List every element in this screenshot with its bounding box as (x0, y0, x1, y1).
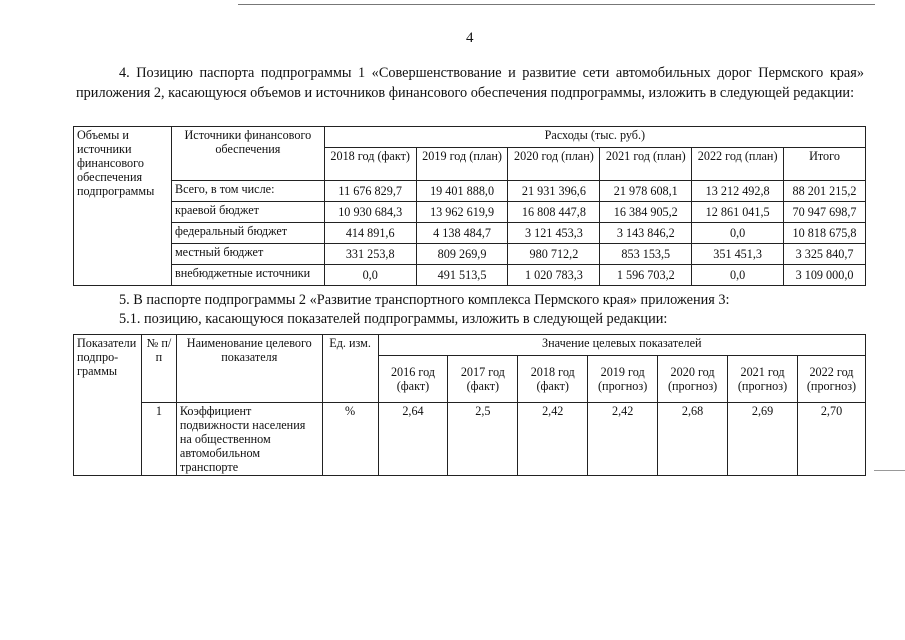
paragraph-5: 5. В паспорте подпрограммы 2 «Развитие транспортного комплекса Пермского края» приложения 3: (119, 292, 730, 308)
value-cell: 10 818 675,8 (784, 223, 866, 244)
value-cell: 2,70 (797, 403, 865, 476)
funding-label-cell: Объемы и источники финансового обеспечения подпрограммы (74, 127, 172, 286)
indicator-name-header: Наименование целевого показателя (176, 335, 322, 403)
table-row (74, 223, 866, 244)
page-number: 4 (466, 30, 474, 46)
value-cell: 0,0 (692, 223, 784, 244)
value-cell: 853 153,5 (600, 244, 692, 265)
number-header: № п/п (141, 335, 176, 403)
indicators-table (73, 334, 866, 476)
funding-table (73, 126, 866, 286)
value-cell: 12 861 041,5 (692, 202, 784, 223)
table-row (74, 265, 866, 286)
value-cell: 21 978 608,1 (600, 181, 692, 202)
year-header: 2020 год (прогноз) (658, 356, 728, 403)
value-cell: 491 513,5 (416, 265, 508, 286)
value-cell: 3 121 453,3 (508, 223, 600, 244)
year-header: 2018 год (факт) (324, 148, 416, 181)
value-cell: 0,0 (692, 265, 784, 286)
value-cell: 21 931 396,6 (508, 181, 600, 202)
year-header: 2017 год (факт) (448, 356, 518, 403)
value-cell: 0,0 (324, 265, 416, 286)
target-values-header: Значение целевых показателей (378, 335, 865, 356)
value-cell: 16 384 905,2 (600, 202, 692, 223)
value-cell: 2,69 (728, 403, 798, 476)
value-cell: 2,5 (448, 403, 518, 476)
table-row (74, 403, 866, 476)
indicators-label-cell: Показатели подпро-граммы (74, 335, 142, 476)
unit-header: Ед. изм. (322, 335, 378, 403)
value-cell: 2,68 (658, 403, 728, 476)
value-cell: 3 143 846,2 (600, 223, 692, 244)
year-header: 2022 год (план) (692, 148, 784, 181)
year-header: 2021 год (план) (600, 148, 692, 181)
paragraph-4: 4. Позицию паспорта подпрограммы 1 «Совершенствование и развитие сети автомобильных дорог Пермского края» приложения 2, касающуюся объемов и источников финансового обеспечения подпрограммы, изложить в следующей редакции: (76, 65, 864, 101)
top-rule (238, 4, 875, 5)
source-name: краевой бюджет (171, 202, 324, 223)
source-name: Всего, в том числе: (171, 181, 324, 202)
value-cell: 88 201 215,2 (784, 181, 866, 202)
value-cell: 331 253,8 (324, 244, 416, 265)
value-cell: 1 020 783,3 (508, 265, 600, 286)
value-cell: 414 891,6 (324, 223, 416, 244)
value-cell: 4 138 484,7 (416, 223, 508, 244)
value-cell: 10 930 684,3 (324, 202, 416, 223)
value-cell: 1 596 703,2 (600, 265, 692, 286)
table-row (74, 181, 866, 202)
year-header: 2018 год (факт) (518, 356, 588, 403)
source-name: федеральный бюджет (171, 223, 324, 244)
value-cell: 16 808 447,8 (508, 202, 600, 223)
row-number: 1 (141, 403, 176, 476)
source-name: внебюджетные источники (171, 265, 324, 286)
year-header: 2019 год (прогноз) (588, 356, 658, 403)
value-cell: 19 401 888,0 (416, 181, 508, 202)
year-header: 2022 год (прогноз) (797, 356, 865, 403)
year-header: 2016 год (факт) (378, 356, 448, 403)
value-cell: 13 212 492,8 (692, 181, 784, 202)
value-cell: 809 269,9 (416, 244, 508, 265)
year-header: 2019 год (план) (416, 148, 508, 181)
value-cell: 3 325 840,7 (784, 244, 866, 265)
funding-sources-header: Источники финансового обеспечения (171, 127, 324, 181)
value-cell: 980 712,2 (508, 244, 600, 265)
table-row (74, 202, 866, 223)
value-cell: 11 676 829,7 (324, 181, 416, 202)
value-cell: 351 451,3 (692, 244, 784, 265)
value-cell: 13 962 619,9 (416, 202, 508, 223)
year-header: 2021 год (прогноз) (728, 356, 798, 403)
indicator-name: Коэффициент подвижности населения на общественном автомобильном транспорте (176, 403, 322, 476)
funding-expenses-header: Расходы (тыс. руб.) (324, 127, 865, 148)
value-cell: 2,42 (518, 403, 588, 476)
margin-rule (874, 470, 905, 471)
year-header: 2020 год (план) (508, 148, 600, 181)
indicator-unit: % (322, 403, 378, 476)
value-cell: 2,64 (378, 403, 448, 476)
value-cell: 3 109 000,0 (784, 265, 866, 286)
value-cell: 2,42 (588, 403, 658, 476)
value-cell: 70 947 698,7 (784, 202, 866, 223)
source-name: местный бюджет (171, 244, 324, 265)
total-header: Итого (784, 148, 866, 181)
paragraph-5-1: 5.1. позицию, касающуюся показателей подпрограммы, изложить в следующей редакции: (119, 311, 668, 327)
table-row (74, 244, 866, 265)
